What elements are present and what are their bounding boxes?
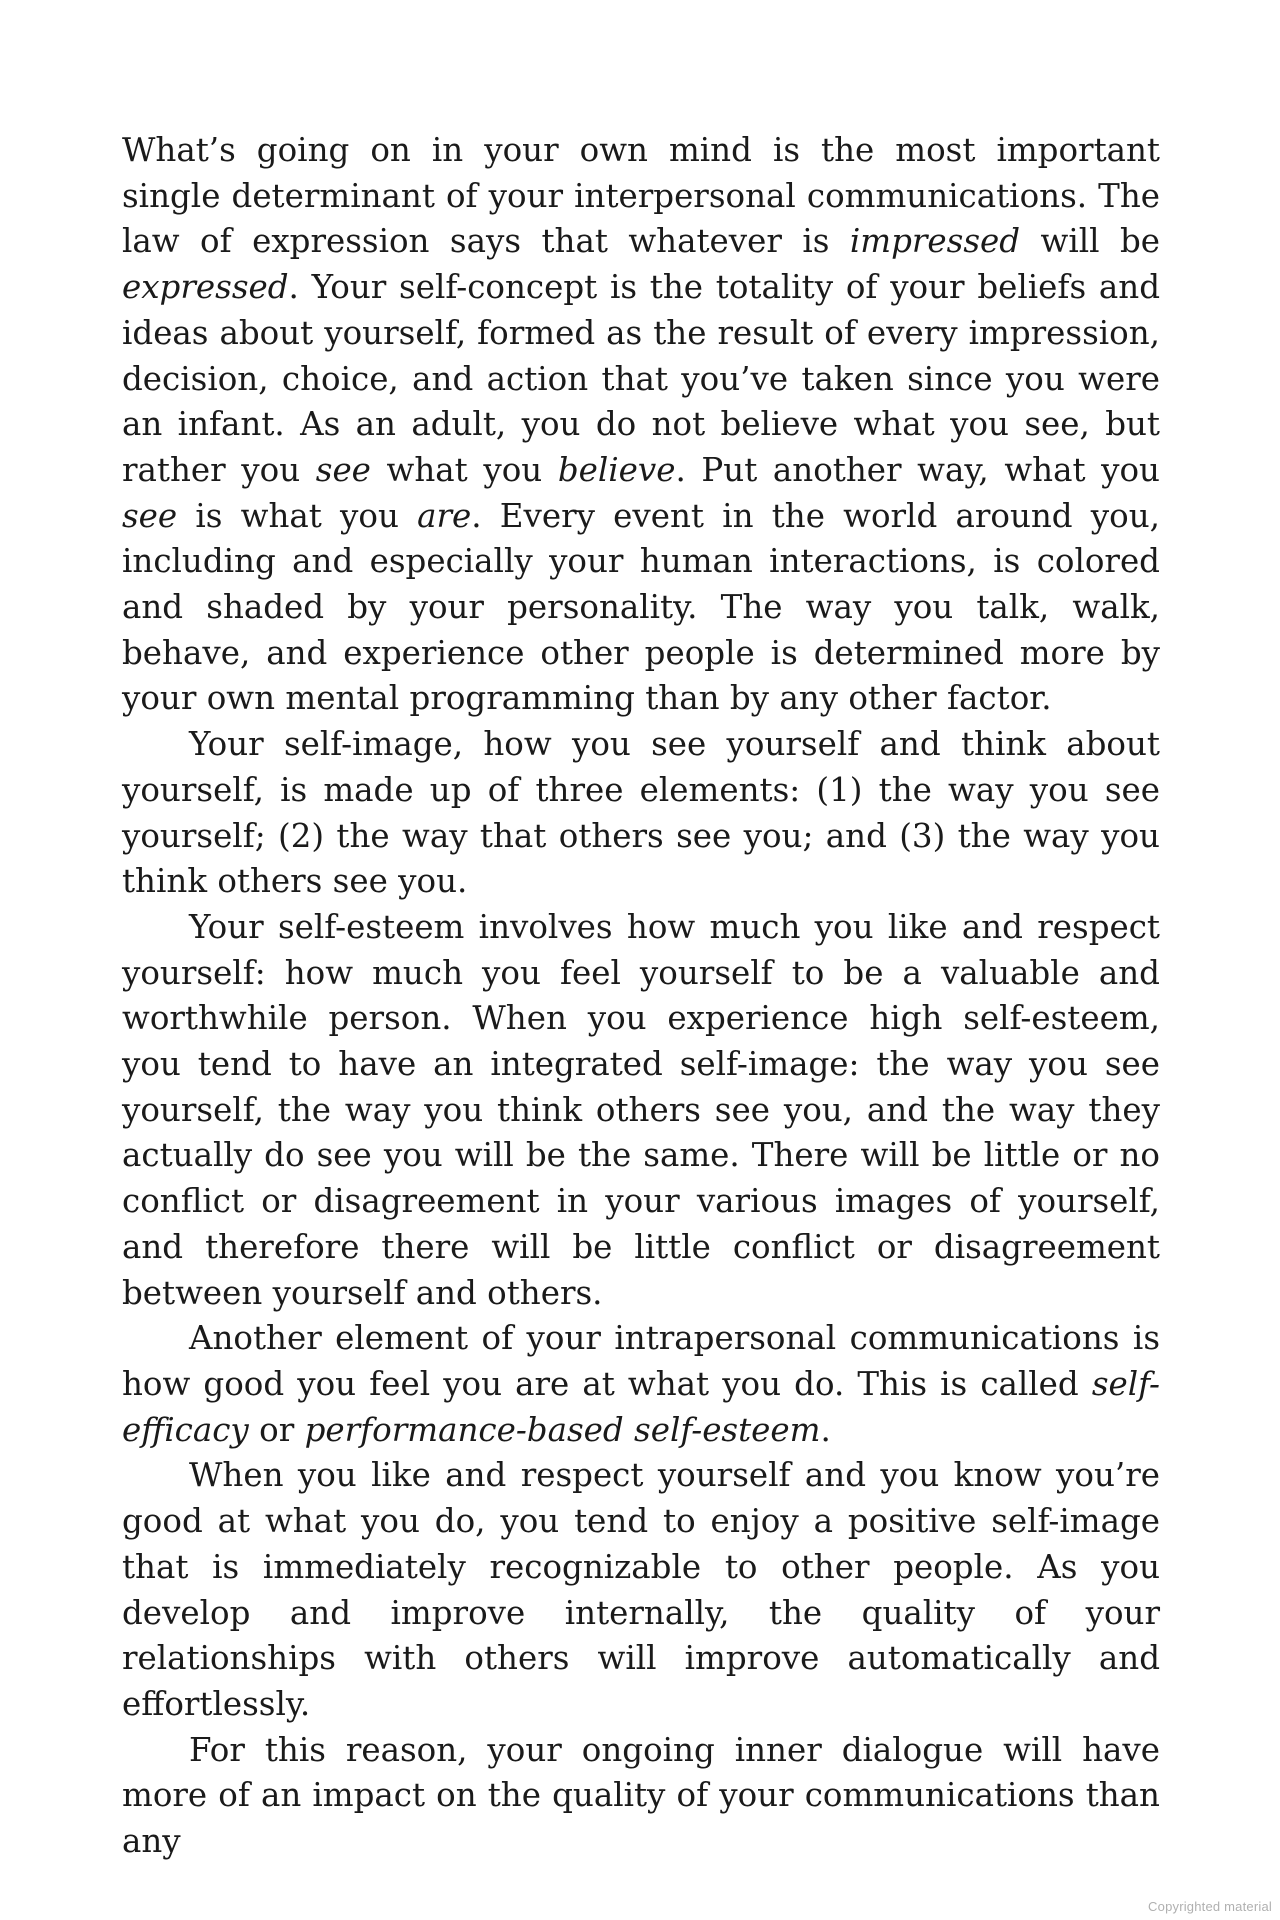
text-run: will be <box>1020 222 1161 261</box>
text-run: or <box>248 1410 305 1449</box>
text-run: For this reason, your ongoing inner dialogue will have more of an impact on the quality of your communications than any <box>122 1730 1160 1861</box>
text-run: When you like and respect yourself and you know you’re good at what you do, you tend to enjoy a positive self-image that is immediately recognizable to other people. As you develop and improve internally, the quality of your relationships with others will improve automatically and effortlessly. <box>122 1456 1160 1723</box>
paragraph <box>122 1453 1160 1727</box>
body-text <box>122 128 1160 1865</box>
text-run: What’s going on in your own mind is the most important single determinant of your interpersonal communications. The law of expression says that whatever is <box>122 131 1160 261</box>
text-run: Your self-esteem involves how much you like and respect yourself: how much you feel yourself to be a valuable and worthwhile person. When you experience high self-esteem, you tend to have an integrated self-image: the way you see yourself, the way you think others see you, and the way they actually do see you will be the same. There will be little or no conflict or disagreement in your various images of yourself, and therefore there will be little conflict or disagreement between yourself and others. <box>122 907 1160 1312</box>
italic-text: impressed <box>849 222 1021 261</box>
paragraph <box>122 1728 1160 1865</box>
text-run: is what you <box>177 496 418 535</box>
text-run: what you <box>370 450 558 489</box>
italic-text: self-efficacy <box>122 1364 1160 1449</box>
paragraph <box>122 1316 1160 1453</box>
text-run: . <box>820 1410 831 1449</box>
text-run: . Every event in the world around you, including and especially your human interactions, is colored and shaded by your personality. The way you talk, walk, behave, and experience other people is determined more by your own mental programming than by any other factor. <box>122 496 1160 718</box>
italic-text: performance-based self-esteem <box>304 1410 821 1449</box>
text-run: Another element of your intrapersonal communications is how good you feel you are at what you do. This is called <box>122 1319 1160 1403</box>
italic-text: are <box>417 496 472 535</box>
text-run: . Your self-concept is the totality of your beliefs and ideas about yourself, formed as the result of every impression, decision, choice, and action that you’ve taken since you were an infant. As an adult, you do not believe what you see, but rather you <box>122 268 1160 489</box>
paragraph <box>122 128 1160 722</box>
text-run: Your self-image, how you see yourself and think about yourself, is made up of three elements: (1) the way you see yourself; (2) the way that others see you; and (3) the way you think others see you. <box>122 725 1160 901</box>
text-run: . Put another way, what you <box>675 450 1160 489</box>
italic-text: see <box>315 450 371 489</box>
italic-text: see <box>122 496 178 535</box>
paragraph <box>122 722 1160 905</box>
paragraph <box>122 905 1160 1316</box>
copyright-watermark: Copyrighted material <box>1148 1899 1272 1914</box>
italic-text: expressed <box>122 268 289 307</box>
italic-text: believe <box>557 450 676 489</box>
